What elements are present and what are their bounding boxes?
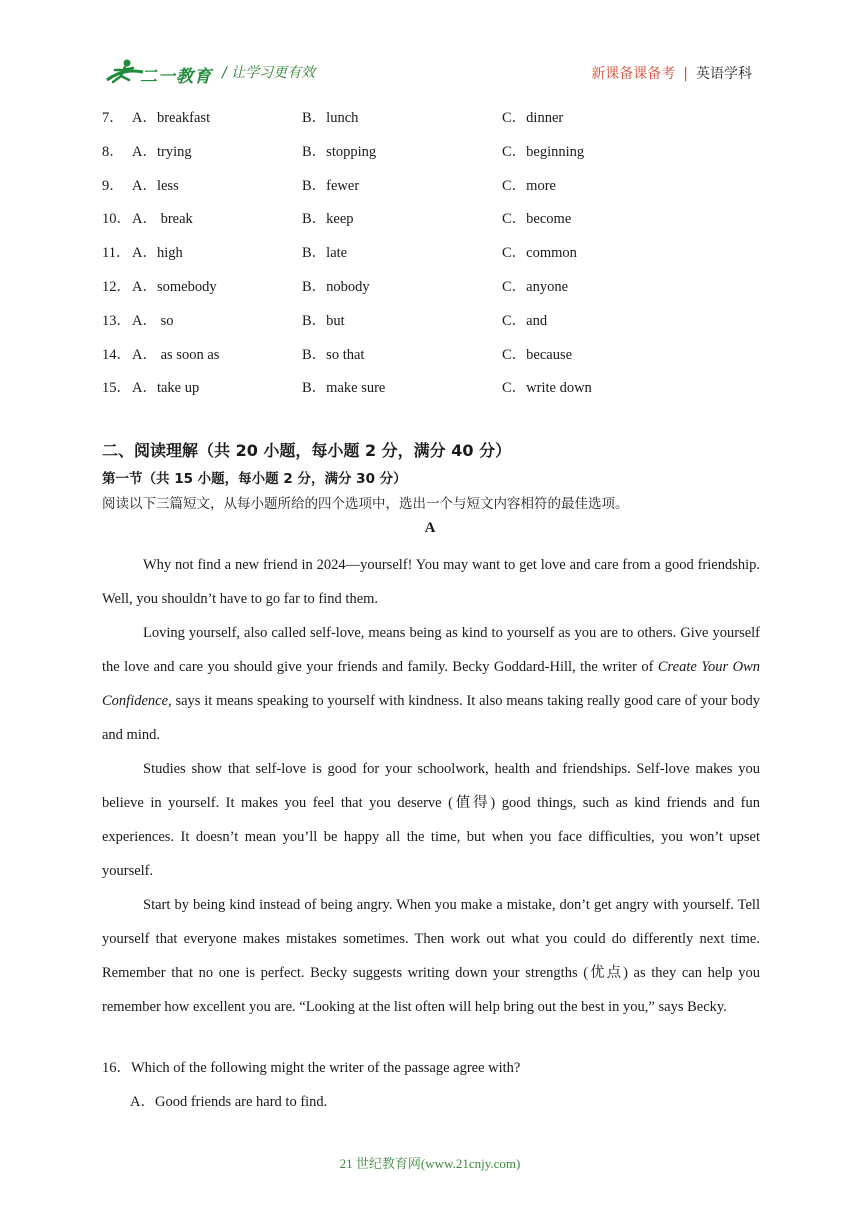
passage-paragraph: Why not find a new friend in 2024—yourself! You may want to get love and care from a good friendship. Well, you shouldn’t have to go far to find them. [102, 557, 760, 607]
option-row [102, 241, 802, 261]
option-b: B．so that [302, 347, 365, 363]
question-number: 12． [102, 279, 131, 295]
option-b: B．keep [302, 211, 354, 227]
question-number: 7． [102, 110, 124, 126]
option-b: B．stopping [302, 144, 377, 160]
logo-text: 二一教育 [140, 67, 212, 87]
option-b: B．but [302, 313, 345, 329]
passage-paragraph: Start by being kind instead of being angry. When you make a mistake, don’t get angry with yourself. Tell yourself that everyone makes mistakes sometimes. Then work out what you could do differently next time. Remember that no one is perfect. Becky suggests writing down your strengths (优点) as they can help you remember how excellent you are. “Looking at the list often will help bring out the best in you,” says Becky. [102, 897, 760, 1015]
option-a: A．high [132, 245, 183, 261]
passage-label: A [424, 520, 436, 536]
option-c: C．anyone [502, 279, 569, 295]
page-footer: 21 世纪教育网(www.21cnjy.com) [339, 1156, 521, 1171]
question-number: 9． [102, 178, 124, 194]
option-a: A．somebody [132, 279, 217, 295]
option-c: C．become [502, 211, 572, 227]
question-number: 15． [102, 380, 131, 396]
option-c: C．because [502, 347, 573, 363]
option-row [102, 275, 802, 295]
page-header [0, 0, 860, 100]
question-number: 10． [102, 211, 131, 227]
header-course-label: 新课备课备考 [591, 66, 676, 82]
option-a: A． so [132, 313, 174, 329]
option-a: A． break [132, 211, 193, 227]
section-instruction: 阅读以下三篇短文，从每小题所给的四个选项中，选出一个与短文内容相符的最佳选项。 [102, 496, 629, 512]
option-b: B．lunch [302, 110, 359, 126]
option-row [102, 376, 802, 396]
answer-option-a: A．Good friends are hard to find. [130, 1094, 328, 1110]
header-slogan: / 让学习更有效 [222, 65, 316, 81]
option-a: A．take up [132, 380, 200, 396]
option-row [102, 309, 802, 329]
book-title: Create Your Own Confidence [102, 659, 760, 709]
option-c: C．write down [502, 380, 592, 396]
option-a: A． as soon as [132, 347, 220, 363]
reading-passage [102, 548, 760, 1024]
option-c: C．beginning [502, 144, 585, 160]
header-right [591, 63, 752, 83]
header-subject: 英语学科 [696, 66, 752, 82]
paragraph-text: , says it means speaking to yourself with kindness. It also means taking really good care of your body and mind. [102, 693, 760, 743]
option-a: A．trying [132, 144, 192, 160]
option-row [102, 343, 802, 363]
option-c: C．common [502, 245, 577, 261]
option-row [102, 207, 802, 227]
option-b: B．late [302, 245, 348, 261]
option-row [102, 106, 802, 126]
question-number: 13． [102, 313, 131, 329]
question-number: 8． [102, 144, 124, 160]
passage-paragraph [102, 616, 760, 752]
option-b: B．fewer [302, 178, 360, 194]
paragraph-text: Loving yourself, also called self-love, means being as kind to yourself as you are to others. Give yourself the love and care you should give your friends and family. Becky Goddard-Hill, the writer of [102, 625, 760, 675]
section-title: 二、阅读理解（共 20 小题，每小题 2 分，满分 40 分） [102, 441, 512, 460]
option-a: A．breakfast [132, 110, 211, 126]
question-stem: 16．Which of the following might the writer of the passage agree with? [102, 1060, 521, 1076]
option-c: C．more [502, 178, 556, 194]
header-separator: | [683, 66, 688, 82]
option-a: A．less [132, 178, 179, 194]
option-b: B．nobody [302, 279, 370, 295]
option-c: C．and [502, 313, 548, 329]
question-number: 14． [102, 347, 131, 363]
passage-paragraph: Studies show that self-love is good for your schoolwork, health and friendships. Self-love makes you believe in yourself. It makes you feel that you deserve (值得) good things, such as kind friends and fun experiences. It doesn’t mean you’ll be happy all the time, but when you face difficulties, you won’t upset yourself. [102, 761, 760, 879]
question-number: 11． [102, 245, 131, 261]
option-b: B．make sure [302, 380, 386, 396]
option-row [102, 174, 802, 194]
option-row [102, 140, 802, 160]
section-subtitle: 第一节（共 15 小题，每小题 2 分，满分 30 分） [102, 471, 407, 487]
option-c: C．dinner [502, 110, 564, 126]
